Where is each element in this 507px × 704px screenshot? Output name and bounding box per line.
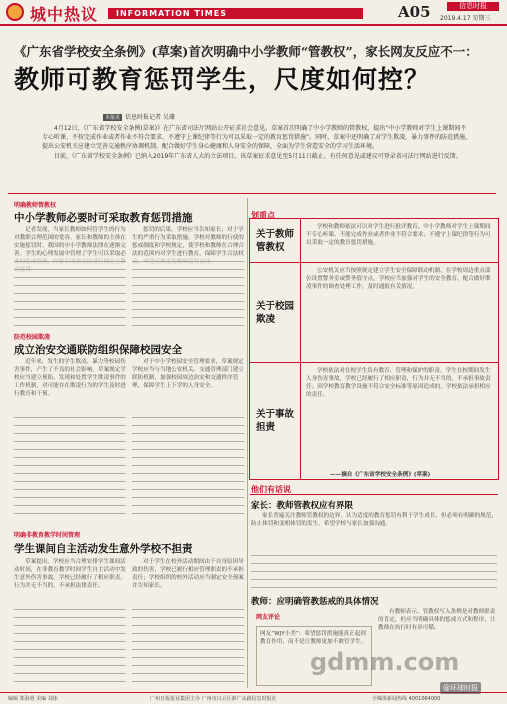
article-lead xyxy=(42,124,472,162)
aside-heading: 划重点 xyxy=(251,211,275,220)
voice-text-1: 家长普遍关注教师管教权的边界，认为适度的教育惩罚有利于学生成长，但必须有明确的规范，防止体罚和变相体罚的发生，希望学校与家长加强沟通。 xyxy=(251,513,497,527)
table-row xyxy=(250,219,498,263)
voice-title-2: 教师：应明确管教惩戒的具体情况 xyxy=(251,597,379,607)
section-title: 城中热议 xyxy=(30,5,99,24)
footer-left: 编辑 郑海蓉 美编 刘冰 xyxy=(8,696,58,702)
weibo-tag: @环球时报 xyxy=(440,682,481,694)
voice-title-1: 家长：教师管教权应有界限 xyxy=(251,501,354,511)
band-text: INFORMATION TIMES xyxy=(116,9,227,18)
row-text: 学校依法对在校学生负有教育、管理和保护的职责，学生在校期间发生人身伤害事故，学校已经履行了相应职责，行为并无不当的，不承担事故责任；因学校教育教学设施不符合安全标准等原因造成的，学校依法承担相应的责任。 xyxy=(306,368,491,398)
voices-heading: 他们有话说 xyxy=(251,485,291,494)
watermark: gdmm.com xyxy=(310,648,460,676)
article-headline: 教师可教育惩罚学生，尺度如何控？ xyxy=(14,65,431,94)
row-label: 关于教师管教权 xyxy=(250,219,301,262)
issue-date: 2019.4.17 星期三 xyxy=(440,15,491,22)
article-kicker: 《广东省学校安全条例》(草案)首次明确中小学教师“管教权”，家长网友反应不一： xyxy=(14,44,478,59)
row-label: 关于校园欺凌 xyxy=(250,263,301,362)
section-3-col-left: 草案提出，学校应当合理安排学生课间活动时间，在非教育教学时间学生自主活动中发生意外伤害事故，学校已经履行了相应职责，行为并无不当的，不承担法律责任。 xyxy=(14,559,126,589)
body-text-lines xyxy=(132,258,244,330)
footer-mid: 广州日报报业集团主办 广州市白云区新广从路信息时报社 xyxy=(150,696,277,702)
lead-paragraph: 目前，《广东省学校安全条例》已纳入2019年广东省人大的立法项目。该草案征求意见至5月11日截止，有任何意见或建议可登录省司法厅网站进行反馈。 xyxy=(54,153,462,160)
header-band xyxy=(108,8,363,19)
page-footer xyxy=(0,692,507,704)
paper-logo-icon xyxy=(6,3,24,21)
key-points-table xyxy=(249,218,499,480)
netizen-text: 网友“WJY小美”：希望惩罚措施能真正起到教育作用，而不是让教师更加不敢管学生。 xyxy=(260,631,367,645)
body-text-lines xyxy=(14,606,126,686)
voice-text-2: 有教师表示，管教权写入条例是对教师职责的肯定，但应当明确具体的惩戒方式和程序，让教师在执行时有章可循。 xyxy=(378,609,496,631)
lead-paragraph: 4月12日，《广东省学校安全条例(草案)》在广东省司法厅网站公开征求社会意见。草案首次明确了中小学教师的管教权，提出“中小学教师对学生上课期间不专心听课、不按完成作业或者作业不符合要求、不遵守上课纪律等行为可以采取一定的教育惩罚措施”。同时，草案中还明确了对学生欺凌、暴力事件的防范措施，提出公安机关应建立完善交通秩序协调机制，配合做好学生身心健康和人身安全的保障，全面为学生营造安全的学习生活环境。 xyxy=(42,125,472,150)
byline xyxy=(103,112,175,121)
brand-badge: 信息时报 xyxy=(447,2,499,11)
byline-tag: 本报讯 xyxy=(105,115,121,121)
table-row xyxy=(250,363,498,479)
section-1-col-left: 记者发现，当家长教师如何管学生的行为对教职合理范围的宽容，家长和教师的主体在实施惩罚时，我国的中小学教师法律在逐渐完善。学生的心理发展中管理了学生可以采取必 xyxy=(14,227,126,257)
column-divider xyxy=(247,198,248,688)
page-number: A05 xyxy=(398,3,431,21)
aside-source: ——摘自《广东省学校安全条例》(草案) xyxy=(330,472,431,478)
row-text: 学校和教师依法可以对学生进行批评教育，中小学教师对学生上课期间不专心听课、不能完成作业或者作业不符合要求、不遵守上课纪律等行为可以采取一定的教育惩罚措施。 xyxy=(306,224,491,246)
row-label: 关于事故担责 xyxy=(250,363,301,479)
body-text-lines xyxy=(14,414,126,518)
divider xyxy=(250,494,498,495)
section-2-col-left: 近年来，发生的学生欺凌、暴力等校园伤害事件，产生了不良的社会影响。草案规定学校应当建立预防、发现和处置学生欺凌事件的工作机制，对可能存在欺凌行为的学生及时进行教育和干预。 xyxy=(14,359,126,397)
row-text: 公安机关应当按照规定建立学生安全保障联动机制，在学校周边重点部位设置警务室或警务值守点，学校应当加强对学生的安全教育，配合做好欺凌事件的调查处理工作，及时通报有关情况。 xyxy=(306,268,491,290)
section-tag: 防范校园欺凌 xyxy=(14,334,51,341)
section-tag: 明确非教育教学时间管理 xyxy=(14,532,81,539)
netizen-heading: 网友评论 xyxy=(256,614,281,621)
body-text-lines xyxy=(14,258,126,330)
body-text-lines xyxy=(132,414,244,518)
divider xyxy=(8,193,496,194)
section-title-1: 中小学教师必要时可采取教育惩罚措施 xyxy=(14,212,193,224)
table-row xyxy=(250,263,498,363)
section-2-col-right: 对于中小学校园安全管理要求，草案规定学校应当与当地公安机关、交通管理部门建立联防机制，加强校园周边治安和交通秩序管理，保障学生上下学的人身安全。 xyxy=(132,359,244,389)
section-tag: 明确教师管教权 xyxy=(14,202,57,209)
body-text-lines xyxy=(251,552,497,592)
section-title-2: 成立治安交通联防组织保障校园安全 xyxy=(14,344,182,356)
byline-text: 信息时报记者 吴珊 xyxy=(125,114,175,121)
section-3-col-right: 对于学生在校外活动期间由于自身原因导致的伤害，学校已履行相应管理职责的不承担责任；学校组织的校外活动应当制定安全预案并告知家长。 xyxy=(132,559,244,589)
section-title-3: 学生课间自主活动发生意外学校不担责 xyxy=(14,543,193,555)
section-1-col-right: 惩罚的后果，学校应当告知家长；对于学生的严重行为采取措施，学校对教师的行使的惩戒制度和学校规定，使学校和教师在合理合法的范围内对学生进行教育，保障学生合法权 xyxy=(132,227,244,257)
footer-right: 全媒体新闻热线 4001064000 xyxy=(372,696,441,702)
page-header xyxy=(0,0,507,26)
body-text-lines xyxy=(132,606,244,686)
